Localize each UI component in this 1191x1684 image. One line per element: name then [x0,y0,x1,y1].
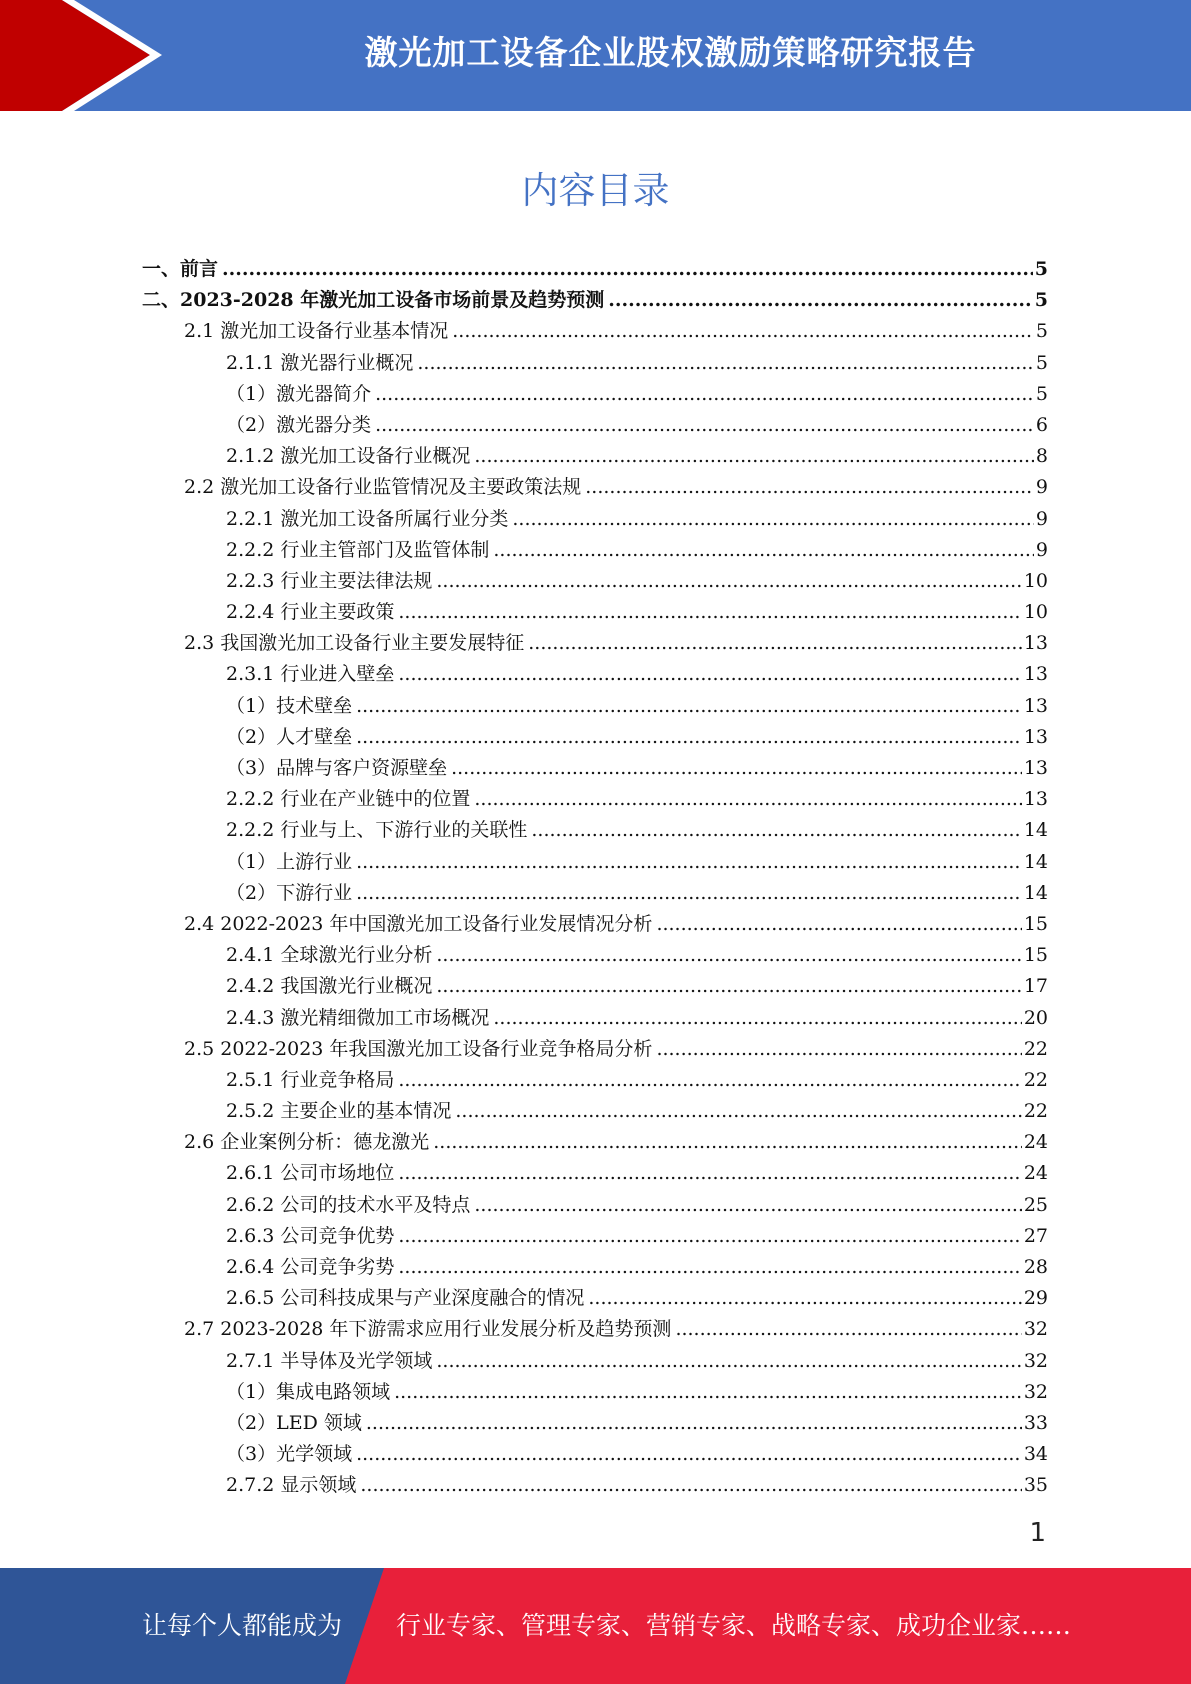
toc-entry-page: 15 [1023,912,1048,935]
toc-entry-page: 24 [1023,1131,1048,1154]
toc-entry-page: 17 [1023,975,1048,998]
toc-entry-page: 13 [1023,694,1048,717]
toc-entry-title: （2）激光器分类 [226,413,372,436]
toc-entry[interactable] [142,1252,1048,1283]
toc-entry-title: （2）LED 领域 [226,1411,362,1434]
toc-entry[interactable] [142,659,1048,690]
toc-entry-title: 2.6.3 公司竞争优势 [226,1224,395,1247]
toc-entry[interactable] [142,909,1048,940]
toc-dot-leader [398,1221,1021,1252]
toc-entry[interactable] [142,847,1048,878]
toc-dot-leader [531,815,1021,846]
toc-dot-leader [356,878,1022,909]
toc-entry-title: 2.3 我国激光加工设备行业主要发展特征 [184,632,525,655]
toc-entry[interactable] [142,254,1048,285]
toc-entry[interactable] [142,971,1048,1002]
toc-entry-title: （1）技术壁垒 [226,694,353,717]
toc-entry-title: 2.6 企业案例分析：德龙激光 [184,1131,430,1154]
report-header-band [0,0,1191,111]
toc-entry-page: 20 [1023,1006,1048,1029]
toc-entry-page: 14 [1023,819,1048,842]
page-number: 1 [1029,1518,1046,1548]
toc-entry-page: 34 [1023,1443,1048,1466]
toc-entry-page: 33 [1023,1411,1048,1434]
toc-entry[interactable] [142,410,1048,441]
toc-dot-leader [436,566,1021,597]
toc-dot-leader [356,1439,1022,1470]
toc-dot-leader [222,254,1033,285]
toc-entry-title: 2.2.2 行业与上、下游行业的关联性 [226,819,528,842]
toc-entry-title: 2.6.2 公司的技术水平及特点 [226,1193,471,1216]
toc-entry-title: （1）上游行业 [226,850,353,873]
toc-dot-leader [375,410,1034,441]
toc-entry-title: 2.4.3 激光精细微加工市场概况 [226,1006,490,1029]
toc-entry-title: 2.4.2 我国激光行业概况 [226,975,433,998]
toc-dot-leader [675,1314,1021,1345]
toc-entry-title: 2.3.1 行业进入壁垒 [226,663,395,686]
toc-heading: 内容目录 [521,169,670,212]
toc-entry-title: 2.1.1 激光器行业概况 [226,351,414,374]
toc-entry-page: 9 [1035,507,1048,530]
toc-entry-page: 9 [1035,476,1048,499]
toc-dot-leader [455,1096,1021,1127]
toc-entry[interactable] [142,504,1048,535]
toc-dot-leader [360,1470,1021,1501]
toc-dot-leader [608,285,1033,316]
report-title: 激光加工设备企业股权激励策略研究报告 [364,33,977,72]
toc-entry-title: 2.2.4 行业主要政策 [226,601,395,624]
toc-entry[interactable] [142,1377,1048,1408]
toc-dot-leader [512,504,1034,535]
toc-dot-leader [356,722,1022,753]
toc-entry[interactable] [142,1127,1048,1158]
toc-dot-leader [398,659,1021,690]
toc-entry-page: 10 [1023,601,1048,624]
toc-entry-page: 13 [1023,725,1048,748]
toc-entry[interactable] [142,1065,1048,1096]
toc-entry-title: 2.5.2 主要企业的基本情况 [226,1100,452,1123]
toc-entry[interactable] [142,753,1048,784]
toc-entry-title: （3）品牌与客户资源壁垒 [226,757,448,779]
toc-entry-page: 10 [1023,569,1048,592]
toc-entry-page: 5 [1035,382,1048,405]
toc-entry[interactable] [142,1003,1048,1034]
toc-entry-page: 14 [1023,881,1048,904]
toc-entry-title: （3）光学领域 [226,1443,353,1466]
toc-entry-title: 2.2.2 行业在产业链中的位置 [226,788,471,811]
toc-entry[interactable] [142,1158,1048,1189]
toc-entry-title: 2.6.1 公司市场地位 [226,1162,395,1185]
toc-entry-title: （1）激光器简介 [226,382,372,405]
table-of-contents [142,254,1048,1502]
toc-dot-leader [588,1283,1021,1314]
toc-dot-leader [493,1003,1021,1034]
toc-entry-title: 2.2.2 行业主管部门及监管体制 [226,538,490,561]
toc-entry-title: 2.5.1 行业竞争格局 [226,1068,395,1091]
toc-entry-page: 32 [1023,1380,1048,1403]
toc-entry-page: 22 [1023,1037,1048,1060]
toc-entry[interactable] [142,940,1048,971]
toc-entry-title: 2.5 2022-2023 年我国激光加工设备行业竞争格局分析 [184,1037,653,1060]
toc-entry-page: 24 [1023,1162,1048,1185]
toc-entry-page: 32 [1023,1318,1048,1341]
toc-entry-page: 13 [1023,663,1048,686]
toc-dot-leader [528,628,1022,659]
toc-entry-page: 25 [1023,1193,1048,1216]
toc-entry[interactable] [142,1283,1048,1314]
toc-dot-leader [375,379,1034,410]
toc-dot-leader [417,348,1034,379]
toc-entry-page: 27 [1023,1224,1048,1247]
toc-entry-page: 13 [1023,632,1048,655]
toc-entry-page: 13 [1023,788,1048,811]
toc-entry-title: （1）集成电路领域 [226,1380,391,1403]
toc-entry-title: 2.2.3 行业主要法律法规 [226,569,433,592]
toc-dot-leader [436,1346,1021,1377]
footer-slogan-right: 行业专家、管理专家、营销专家、战略专家、成功企业家…… [396,1611,1072,1640]
toc-entry-title: （2）人才壁垒 [226,725,353,748]
toc-entry-page: 5 [1035,351,1048,374]
footer-slogan-left: 让每个人都能成为 [142,1611,343,1640]
toc-dot-leader [452,316,1034,347]
toc-dot-leader [394,1377,1022,1408]
toc-entry[interactable] [142,441,1048,472]
toc-entry[interactable] [142,628,1048,659]
toc-entry-page: 8 [1035,445,1048,468]
toc-entry-page: 22 [1023,1068,1048,1091]
toc-entry-page: 29 [1023,1287,1048,1310]
toc-entry-title: 2.7 2023-2028 年下游需求应用行业发展分析及趋势预测 [184,1318,672,1341]
toc-entry[interactable] [142,535,1048,566]
toc-dot-leader [366,1408,1022,1439]
toc-entry-page: 22 [1023,1100,1048,1123]
toc-entry[interactable] [142,1439,1048,1470]
toc-dot-leader [493,535,1034,566]
toc-dot-leader [398,597,1021,628]
toc-entry-title: 2.1 激光加工设备行业基本情况 [184,320,449,343]
toc-entry[interactable] [142,1034,1048,1065]
toc-dot-leader [398,1158,1021,1189]
toc-entry-page: 35 [1023,1474,1048,1497]
toc-entry[interactable] [142,1190,1048,1221]
toc-dot-leader [436,940,1021,971]
toc-entry-page: 13 [1023,757,1048,779]
toc-entry[interactable] [142,1096,1048,1127]
toc-entry[interactable] [142,1346,1048,1377]
toc-entry[interactable] [142,1408,1048,1439]
toc-dot-leader [474,441,1034,472]
toc-entry-title: 2.7.1 半导体及光学领域 [226,1349,433,1372]
toc-entry-title: （2）下游行业 [226,881,353,904]
toc-entry[interactable] [142,472,1048,503]
toc-entry[interactable] [142,691,1048,722]
toc-dot-leader [356,691,1022,722]
toc-entry-page: 5 [1034,289,1048,312]
toc-entry-page: 5 [1034,258,1048,280]
toc-dot-leader [398,1065,1021,1096]
toc-dot-leader [656,909,1021,940]
toc-entry-title: 2.2 激光加工设备行业监管情况及主要政策法规 [184,476,582,499]
toc-entry-page: 14 [1023,850,1048,873]
toc-dot-leader [656,1034,1021,1065]
toc-entry[interactable] [142,379,1048,410]
toc-dot-leader [356,847,1022,878]
toc-entry-title: 2.4.1 全球激光行业分析 [226,944,433,967]
toc-entry-title: 2.1.2 激光加工设备行业概况 [226,445,471,468]
toc-entry-page: 6 [1035,413,1048,436]
toc-entry-title: 2.4 2022-2023 年中国激光加工设备行业发展情况分析 [184,912,653,935]
toc-dot-leader [474,1190,1021,1221]
toc-entry-title: 一、前言 [142,258,219,280]
toc-entry[interactable] [142,316,1048,347]
report-footer-band [0,1568,1191,1684]
toc-dot-leader [585,472,1034,503]
toc-entry[interactable] [142,784,1048,815]
toc-entry-page: 15 [1023,944,1048,967]
toc-entry-title: 2.6.4 公司竞争劣势 [226,1256,395,1278]
toc-entry-page: 9 [1035,538,1048,561]
toc-entry-title: 2.6.5 公司科技成果与产业深度融合的情况 [226,1287,585,1310]
toc-entry-title: 二、2023-2028 年激光加工设备市场前景及趋势预测 [142,289,605,312]
toc-entry[interactable] [142,722,1048,753]
toc-dot-leader [451,753,1022,784]
toc-entry-title: 2.7.2 显示领域 [226,1474,357,1497]
toc-entry[interactable] [142,815,1048,846]
toc-dot-leader [436,971,1021,1002]
toc-dot-leader [474,784,1021,815]
toc-entry-page: 32 [1023,1349,1048,1372]
toc-entry-page: 28 [1023,1256,1048,1278]
toc-entry[interactable] [142,1221,1048,1252]
toc-entry[interactable] [142,285,1048,316]
toc-entry[interactable] [142,878,1048,909]
toc-entry[interactable] [142,566,1048,597]
toc-dot-leader [433,1127,1022,1158]
toc-entry[interactable] [142,1470,1048,1501]
toc-dot-leader [398,1252,1021,1283]
toc-entry[interactable] [142,597,1048,628]
toc-entry-page: 5 [1035,320,1048,343]
toc-entry[interactable] [142,348,1048,379]
toc-entry-title: 2.2.1 激光加工设备所属行业分类 [226,507,509,530]
toc-entry[interactable] [142,1314,1048,1345]
